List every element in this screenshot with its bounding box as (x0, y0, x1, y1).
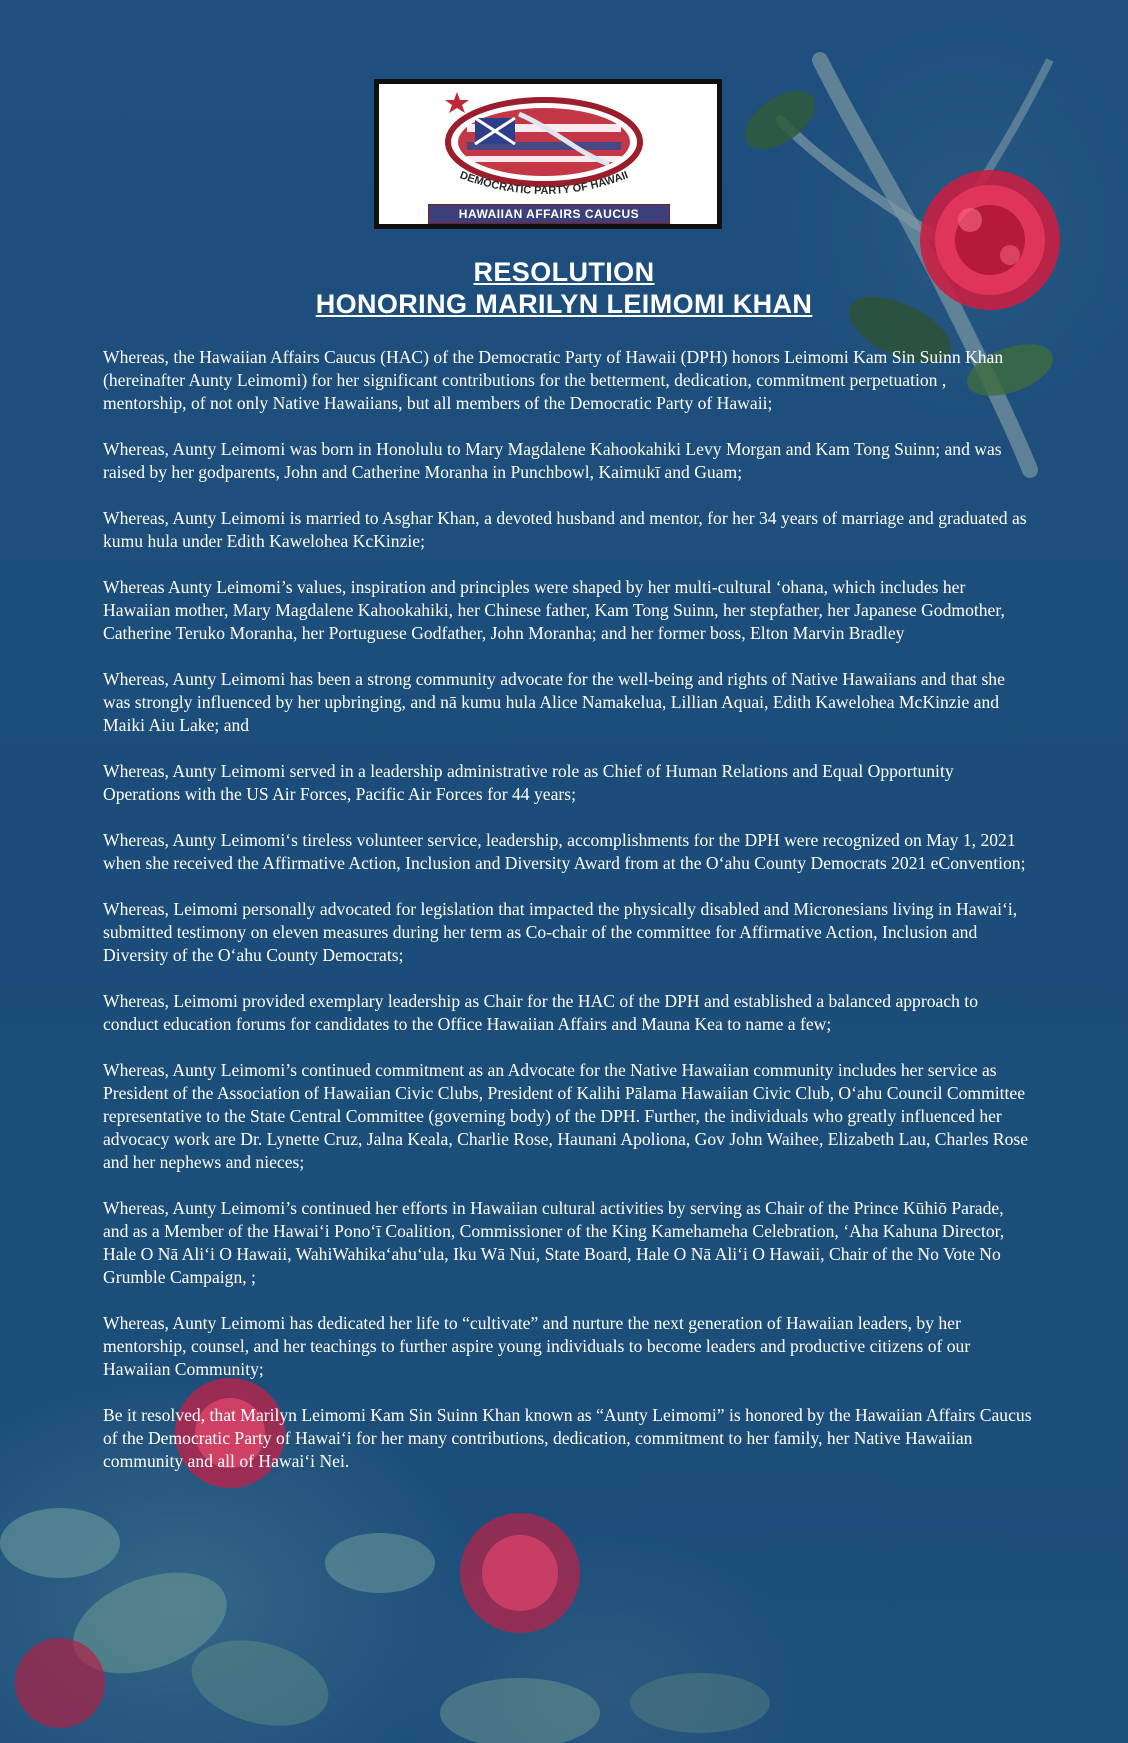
paragraph: Whereas, Aunty Leimomi‘s tireless volunteer service, leadership, accomplishments for the DPH were recognized on May 1, 2021 when she received the Affirmative Action, Inclusion and Diversity Award from at the O‘ahu County Democrats 2021 eConvention; (103, 830, 1026, 873)
paragraph: Whereas, Aunty Leimomi is married to Asghar Khan, a devoted husband and mentor, for her 34 years of marriage and graduated as kumu hula under Edith Kawelohea KcKinzie; (103, 508, 1027, 551)
logo-arc-text: DEMOCRATIC PARTY OF HAWAII (458, 169, 630, 198)
title-line-1: RESOLUTION (473, 257, 655, 287)
paragraph: Whereas, Aunty Leimomi’s continued commitment as an Advocate for the Native Hawaiian community includes her service as President of the Association of Hawaiian Civic Clubs, President of Kalihi Pālama Hawaiian Civic Club, O‘ahu Council Committee representative to the State Central Committee (governing body) of the DPH. Further, the individuals who greatly influenced her advocacy work are Dr. Lynette Cruz, Jalna Keala, Charlie Rose, Haunani Apoliona, Gov John Waihee, Elizabeth Lau, Charles Rose and her nephews and nieces; (103, 1060, 1029, 1172)
lehua-flower-icon (460, 1513, 580, 1633)
paragraph: Whereas Aunty Leimomi’s values, inspiration and principles were shaped by her multi-cultural ‘ohana, which includes her Hawaiian mother, Mary Magdalene Kahookahiki, her Chinese father, Kam Tong Suinn, her stepfather, her Japanese Godmother, Catherine Teruko Moranha, her Portuguese Godfather, John Moranha; and her former boss, Elton Marvin Bradley (103, 577, 1005, 643)
paragraph: Whereas, the Hawaiian Affairs Caucus (HAC) of the Democratic Party of Hawaii (DPH) honors Leimomi Kam Sin Suinn Khan (hereinafter Aunty Leimomi) for her significant contributions for the betterment, dedication, commitment perpetuation , mentorship, of not only Native Hawaiians, but all members of the Democratic Party of Hawaii; (103, 347, 1004, 413)
paragraph: Whereas, Aunty Leimomi served in a leadership administrative role as Chief of Human Relations and Equal Opportunity Operations with the US Air Forces, Pacific Air Forces for 44 years; (103, 761, 954, 804)
paragraph: Be it resolved, that Marilyn Leimomi Kam Sin Suinn Khan known as “Aunty Leimomi” is honored by the Hawaiian Affairs Caucus of the Democratic Party of Hawai‘i for her many contributions, dedication, commitment to her family, her Native Hawaiian community and all of Hawai‘i Nei. (103, 1405, 1032, 1471)
party-logo-icon (379, 84, 717, 224)
paragraph: Whereas, Aunty Leimomi’s continued her efforts in Hawaiian cultural activities by serving as Chair of the Prince Kūhiō Parade, and as a Member of the Hawai‘i Pono‘ī Coalition, Commissioner of the King Kamehameha Celebration, ‘Aha Kahuna Director, Hale O Nā Ali‘i O Hawaii, WahiWahika‘ahu‘ula, Iku Wā Nui, State Board, Hale O Nā Ali‘i O Hawaii, Chair of the No Vote No Grumble Campaign, ; (103, 1198, 1005, 1287)
paragraph: Whereas, Aunty Leimomi was born in Honolulu to Mary Magdalene Kahookahiki Levy Morgan and Kam Tong Suinn; and was raised by her godparents, John and Catherine Moranha in Punchbowl, Kaimukī and Guam; (103, 439, 1002, 482)
paragraph: Whereas, Aunty Leimomi has dedicated her life to “cultivate” and nurture the next generation of Hawaiian leaders, by her mentorship, counsel, and her teachings to further aspire young individuals to become leaders and productive citizens of our Hawaiian Community; (103, 1313, 971, 1379)
lehua-flower-icon (15, 1638, 105, 1728)
logo (374, 79, 722, 229)
paragraph: Whereas, Leimomi provided exemplary leadership as Chair for the HAC of the DPH and established a balanced approach to conduct education forums for candidates to the Office Hawaiian Affairs and Mauna Kea to name a few; (103, 991, 978, 1034)
title-line-2: HONORING MARILYN LEIMOMI KHAN (315, 289, 813, 319)
paragraph: Whereas, Leimomi personally advocated for legislation that impacted the physically disabled and Micronesians living in Hawai‘i, submitted testimony on eleven measures during her term as Co-chair of the committee for Affirmative Action, Inclusion and Diversity of the O‘ahu County Democrats; (103, 899, 1018, 965)
resolution-body (103, 346, 1033, 1496)
paragraph: Whereas, Aunty Leimomi has been a strong community advocate for the well-being and rights of Native Hawaiians and that she was strongly influenced by her upbringing, and nā kumu hula Alice Namakelua, Lillian Aquai, Edith Kawelohea McKinzie and Maiki Aiu Lake; and (103, 669, 1005, 735)
logo-banner: HAWAIIAN AFFAIRS CAUCUS (428, 204, 670, 224)
